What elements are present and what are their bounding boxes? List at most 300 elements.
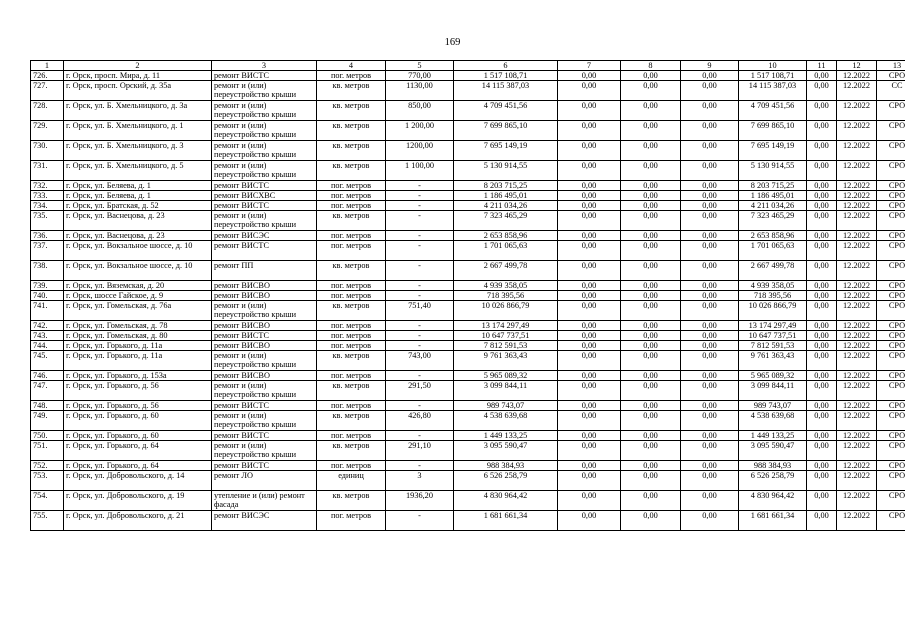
work-type-cell: ремонт и (или) переустройство крыши	[212, 381, 317, 401]
cost-col10-cell: 989 743,07	[739, 401, 807, 411]
total-cost-cell: 718 395,56	[454, 291, 558, 301]
address-cell: г. Орск, ул. Васнецова, д. 23	[64, 211, 212, 231]
address-cell: г. Орск, шоссе Гайское, д. 9	[64, 291, 212, 301]
cost-col7-cell: 0,00	[558, 71, 621, 81]
cost-col8-cell: 0,00	[621, 231, 681, 241]
cost-col10-cell: 10 026 866,79	[739, 301, 807, 321]
cost-col11-cell: 0,00	[807, 351, 837, 371]
row-number: 751.	[31, 441, 64, 461]
work-type-cell: ремонт ВИСВО	[212, 291, 317, 301]
total-cost-cell: 8 203 715,25	[454, 181, 558, 191]
total-cost-cell: 13 174 297,49	[454, 321, 558, 331]
unit-cell: пог. метров	[317, 191, 386, 201]
cost-col10-cell: 5 130 914,55	[739, 161, 807, 181]
col-header: 1	[31, 61, 64, 71]
funding-method-cell: СРО	[877, 241, 905, 261]
row-number: 729.	[31, 121, 64, 141]
row-number: 754.	[31, 491, 64, 511]
table-row	[31, 81, 905, 101]
cost-col10-cell: 10 647 737,51	[739, 331, 807, 341]
address-cell: г. Орск, просп. Орский, д. 35а	[64, 81, 212, 101]
cost-col11-cell: 0,00	[807, 231, 837, 241]
cost-col7-cell: 0,00	[558, 261, 621, 281]
cost-col7-cell: 0,00	[558, 121, 621, 141]
table-row	[31, 201, 905, 211]
cost-col9-cell: 0,00	[681, 231, 739, 241]
deadline-cell: 12.2022	[837, 351, 877, 371]
unit-cell: пог. метров	[317, 341, 386, 351]
work-type-cell: ремонт ВИСТС	[212, 401, 317, 411]
work-type-cell: ремонт ВИСТС	[212, 241, 317, 261]
address-cell: г. Орск, ул. Добровольского, д. 21	[64, 511, 212, 531]
cost-col8-cell: 0,00	[621, 431, 681, 441]
funding-method-cell: СРО	[877, 231, 905, 241]
quantity-cell: 770,00	[386, 71, 454, 81]
work-type-cell: ремонт и (или) переустройство крыши	[212, 81, 317, 101]
col-header: 6	[454, 61, 558, 71]
col-header: 4	[317, 61, 386, 71]
unit-cell: пог. метров	[317, 71, 386, 81]
cost-col9-cell: 0,00	[681, 511, 739, 531]
address-cell: г. Орск, ул. Горького, д. 11а	[64, 341, 212, 351]
table-row	[31, 301, 905, 321]
cost-col11-cell: 0,00	[807, 181, 837, 191]
cost-col7-cell: 0,00	[558, 511, 621, 531]
address-cell: г. Орск, ул. Горького, д. 11а	[64, 351, 212, 371]
page-number: 169	[444, 37, 461, 48]
cost-col10-cell: 3 099 844,11	[739, 381, 807, 401]
work-type-cell: ремонт и (или) переустройство крыши	[212, 121, 317, 141]
funding-method-cell: СРО	[877, 201, 905, 211]
cost-col7-cell: 0,00	[558, 461, 621, 471]
unit-cell: пог. метров	[317, 201, 386, 211]
cost-col10-cell: 7 699 865,10	[739, 121, 807, 141]
cost-col7-cell: 0,00	[558, 431, 621, 441]
quantity-cell: 1 100,00	[386, 161, 454, 181]
cost-col7-cell: 0,00	[558, 141, 621, 161]
total-cost-cell: 1 681 661,34	[454, 511, 558, 531]
unit-cell: кв. метров	[317, 491, 386, 511]
cost-col9-cell: 0,00	[681, 161, 739, 181]
work-type-cell: ремонт ВИСЭС	[212, 511, 317, 531]
work-type-cell: ремонт и (или) переустройство крыши	[212, 211, 317, 231]
unit-cell: пог. метров	[317, 401, 386, 411]
cost-col9-cell: 0,00	[681, 411, 739, 431]
funding-method-cell: СРО	[877, 261, 905, 281]
cost-col9-cell: 0,00	[681, 281, 739, 291]
cost-col11-cell: 0,00	[807, 401, 837, 411]
quantity-cell: 426,80	[386, 411, 454, 431]
cost-col8-cell: 0,00	[621, 181, 681, 191]
cost-col9-cell: 0,00	[681, 81, 739, 101]
deadline-cell: 12.2022	[837, 231, 877, 241]
cost-col9-cell: 0,00	[681, 371, 739, 381]
table-row	[31, 281, 905, 291]
col-header: 11	[807, 61, 837, 71]
funding-method-cell: СРО	[877, 341, 905, 351]
cost-col8-cell: 0,00	[621, 321, 681, 331]
table-row	[31, 491, 905, 511]
work-type-cell: ремонт ВИСТС	[212, 431, 317, 441]
unit-cell: кв. метров	[317, 211, 386, 231]
total-cost-cell: 9 761 363,43	[454, 351, 558, 371]
table-row	[31, 191, 905, 201]
cost-col7-cell: 0,00	[558, 491, 621, 511]
cost-col8-cell: 0,00	[621, 401, 681, 411]
funding-method-cell: СРО	[877, 331, 905, 341]
table-row	[31, 261, 905, 281]
cost-col9-cell: 0,00	[681, 291, 739, 301]
work-type-cell: ремонт ВИСВО	[212, 281, 317, 291]
cost-col11-cell: 0,00	[807, 161, 837, 181]
quantity-cell: -	[386, 401, 454, 411]
table-row	[31, 351, 905, 371]
cost-col7-cell: 0,00	[558, 351, 621, 371]
address-cell: г. Орск, ул. Горького, д. 56	[64, 381, 212, 401]
cost-col9-cell: 0,00	[681, 181, 739, 191]
address-cell: г. Орск, ул. Добровольского, д. 19	[64, 491, 212, 511]
unit-cell: пог. метров	[317, 461, 386, 471]
work-type-cell: ремонт и (или) переустройство крыши	[212, 101, 317, 121]
table-row	[31, 241, 905, 261]
cost-col9-cell: 0,00	[681, 211, 739, 231]
unit-cell: пог. метров	[317, 331, 386, 341]
cost-col9-cell: 0,00	[681, 191, 739, 201]
cost-col8-cell: 0,00	[621, 211, 681, 231]
cost-col9-cell: 0,00	[681, 461, 739, 471]
unit-cell: пог. метров	[317, 511, 386, 531]
deadline-cell: 12.2022	[837, 381, 877, 401]
funding-method-cell: СРО	[877, 291, 905, 301]
cost-col11-cell: 0,00	[807, 81, 837, 101]
row-number: 740.	[31, 291, 64, 301]
cost-col8-cell: 0,00	[621, 461, 681, 471]
funding-method-cell: СРО	[877, 211, 905, 231]
unit-cell: кв. метров	[317, 101, 386, 121]
cost-col8-cell: 0,00	[621, 341, 681, 351]
quantity-cell: -	[386, 211, 454, 231]
cost-col10-cell: 2 653 858,96	[739, 231, 807, 241]
cost-col9-cell: 0,00	[681, 351, 739, 371]
funding-method-cell: СРО	[877, 181, 905, 191]
total-cost-cell: 4 939 358,05	[454, 281, 558, 291]
work-type-cell: ремонт ВИСТС	[212, 181, 317, 191]
address-cell: г. Орск, ул. Горького, д. 60	[64, 431, 212, 441]
unit-cell: пог. метров	[317, 241, 386, 261]
work-type-cell: ремонт ВИСВО	[212, 371, 317, 381]
cost-col10-cell: 1 186 495,01	[739, 191, 807, 201]
unit-cell: кв. метров	[317, 81, 386, 101]
cost-col8-cell: 0,00	[621, 331, 681, 341]
deadline-cell: 12.2022	[837, 291, 877, 301]
cost-col11-cell: 0,00	[807, 471, 837, 491]
cost-col8-cell: 0,00	[621, 371, 681, 381]
row-number: 727.	[31, 81, 64, 101]
total-cost-cell: 989 743,07	[454, 401, 558, 411]
cost-col8-cell: 0,00	[621, 511, 681, 531]
deadline-cell: 12.2022	[837, 161, 877, 181]
total-cost-cell: 4 830 964,42	[454, 491, 558, 511]
work-type-cell: ремонт ЛО	[212, 471, 317, 491]
unit-cell: кв. метров	[317, 121, 386, 141]
work-type-cell: ремонт ВИСТС	[212, 331, 317, 341]
row-number: 735.	[31, 211, 64, 231]
unit-cell: пог. метров	[317, 291, 386, 301]
cost-col8-cell: 0,00	[621, 381, 681, 401]
cost-col9-cell: 0,00	[681, 71, 739, 81]
col-header: 9	[681, 61, 739, 71]
funding-method-cell: СРО	[877, 371, 905, 381]
cost-col10-cell: 13 174 297,49	[739, 321, 807, 331]
cost-col9-cell: 0,00	[681, 301, 739, 321]
cost-col7-cell: 0,00	[558, 331, 621, 341]
work-type-cell: ремонт ВИСВО	[212, 321, 317, 331]
row-number: 728.	[31, 101, 64, 121]
cost-col7-cell: 0,00	[558, 81, 621, 101]
table-row	[31, 231, 905, 241]
cost-col8-cell: 0,00	[621, 291, 681, 301]
address-cell: г. Орск, ул. Братская, д. 52	[64, 201, 212, 211]
cost-col9-cell: 0,00	[681, 441, 739, 461]
total-cost-cell: 5 130 914,55	[454, 161, 558, 181]
cost-col11-cell: 0,00	[807, 281, 837, 291]
deadline-cell: 12.2022	[837, 301, 877, 321]
cost-col8-cell: 0,00	[621, 141, 681, 161]
quantity-cell: -	[386, 231, 454, 241]
cost-col10-cell: 4 709 451,56	[739, 101, 807, 121]
row-number: 753.	[31, 471, 64, 491]
cost-col10-cell: 1 449 133,25	[739, 431, 807, 441]
quantity-cell: -	[386, 201, 454, 211]
deadline-cell: 12.2022	[837, 71, 877, 81]
table-row	[31, 211, 905, 231]
funding-method-cell: СРО	[877, 491, 905, 511]
quantity-cell: -	[386, 281, 454, 291]
cost-col7-cell: 0,00	[558, 301, 621, 321]
work-type-cell: ремонт ВИСТС	[212, 71, 317, 81]
cost-col7-cell: 0,00	[558, 201, 621, 211]
work-type-cell: ремонт и (или) переустройство крыши	[212, 411, 317, 431]
cost-col8-cell: 0,00	[621, 71, 681, 81]
address-cell: г. Орск, ул. Горького, д. 153а	[64, 371, 212, 381]
total-cost-cell: 1 449 133,25	[454, 431, 558, 441]
table-body	[31, 71, 905, 531]
cost-col11-cell: 0,00	[807, 261, 837, 281]
deadline-cell: 12.2022	[837, 371, 877, 381]
cost-col7-cell: 0,00	[558, 371, 621, 381]
row-number: 739.	[31, 281, 64, 291]
row-number: 726.	[31, 71, 64, 81]
address-cell: г. Орск, ул. Гомельская, д. 80	[64, 331, 212, 341]
table-row	[31, 321, 905, 331]
cost-col8-cell: 0,00	[621, 351, 681, 371]
quantity-cell: -	[386, 461, 454, 471]
table-row	[31, 291, 905, 301]
cost-col8-cell: 0,00	[621, 191, 681, 201]
total-cost-cell: 988 384,93	[454, 461, 558, 471]
cost-col9-cell: 0,00	[681, 241, 739, 261]
row-number: 732.	[31, 181, 64, 191]
quantity-cell: -	[386, 181, 454, 191]
col-header: 7	[558, 61, 621, 71]
cost-col8-cell: 0,00	[621, 471, 681, 491]
cost-col10-cell: 4 830 964,42	[739, 491, 807, 511]
funding-method-cell: СРО	[877, 461, 905, 471]
total-cost-cell: 2 653 858,96	[454, 231, 558, 241]
funding-method-cell: СРО	[877, 411, 905, 431]
unit-cell: кв. метров	[317, 261, 386, 281]
cost-col8-cell: 0,00	[621, 281, 681, 291]
cost-col11-cell: 0,00	[807, 141, 837, 161]
cost-col10-cell: 7 323 465,29	[739, 211, 807, 231]
funding-method-cell: СРО	[877, 351, 905, 371]
funding-method-cell: СРО	[877, 141, 905, 161]
cost-col10-cell: 1 681 661,34	[739, 511, 807, 531]
cost-col7-cell: 0,00	[558, 291, 621, 301]
total-cost-cell: 10 026 866,79	[454, 301, 558, 321]
quantity-cell: -	[386, 241, 454, 261]
deadline-cell: 12.2022	[837, 511, 877, 531]
cost-col10-cell: 1 517 108,71	[739, 71, 807, 81]
deadline-cell: 12.2022	[837, 211, 877, 231]
address-cell: г. Орск, ул. Беляева, д. 1	[64, 181, 212, 191]
cost-col10-cell: 7 695 149,19	[739, 141, 807, 161]
cost-col10-cell: 7 812 591,53	[739, 341, 807, 351]
unit-cell: пог. метров	[317, 371, 386, 381]
cost-col9-cell: 0,00	[681, 381, 739, 401]
funding-method-cell: СРО	[877, 321, 905, 331]
work-type-cell: ремонт и (или) переустройство крыши	[212, 441, 317, 461]
deadline-cell: 12.2022	[837, 101, 877, 121]
table-row	[31, 141, 905, 161]
cost-col8-cell: 0,00	[621, 301, 681, 321]
cost-col8-cell: 0,00	[621, 491, 681, 511]
deadline-cell: 12.2022	[837, 341, 877, 351]
cost-col7-cell: 0,00	[558, 241, 621, 261]
cost-col9-cell: 0,00	[681, 141, 739, 161]
work-type-cell: ремонт и (или) переустройство крыши	[212, 351, 317, 371]
table-row	[31, 461, 905, 471]
table-row	[31, 101, 905, 121]
table-row	[31, 181, 905, 191]
total-cost-cell: 4 211 034,26	[454, 201, 558, 211]
total-cost-cell: 7 812 591,53	[454, 341, 558, 351]
table-row	[31, 511, 905, 531]
address-cell: г. Орск, ул. Горького, д. 64	[64, 441, 212, 461]
work-type-cell: ремонт и (или) переустройство крыши	[212, 161, 317, 181]
deadline-cell: 12.2022	[837, 461, 877, 471]
quantity-cell: 1936,20	[386, 491, 454, 511]
cost-col11-cell: 0,00	[807, 411, 837, 431]
address-cell: г. Орск, ул. Беляева, д. 1	[64, 191, 212, 201]
cost-col10-cell: 4 211 034,26	[739, 201, 807, 211]
cost-col8-cell: 0,00	[621, 101, 681, 121]
funding-method-cell: СРО	[877, 71, 905, 81]
address-cell: г. Орск, просп. Мира, д. 11	[64, 71, 212, 81]
cost-col7-cell: 0,00	[558, 101, 621, 121]
quantity-cell: 1130,00	[386, 81, 454, 101]
cost-col9-cell: 0,00	[681, 321, 739, 331]
funding-method-cell: СРО	[877, 401, 905, 411]
cost-col7-cell: 0,00	[558, 281, 621, 291]
cost-col9-cell: 0,00	[681, 121, 739, 141]
quantity-cell: 751,40	[386, 301, 454, 321]
funding-method-cell: СРО	[877, 101, 905, 121]
address-cell: г. Орск, ул. Гомельская, д. 76а	[64, 301, 212, 321]
cost-col7-cell: 0,00	[558, 441, 621, 461]
table-row	[31, 401, 905, 411]
funding-method-cell: СРО	[877, 381, 905, 401]
deadline-cell: 12.2022	[837, 201, 877, 211]
address-cell: г. Орск, ул. Горького, д. 64	[64, 461, 212, 471]
cost-col7-cell: 0,00	[558, 231, 621, 241]
cost-col8-cell: 0,00	[621, 411, 681, 431]
table-row	[31, 121, 905, 141]
cost-col9-cell: 0,00	[681, 331, 739, 341]
cost-col11-cell: 0,00	[807, 371, 837, 381]
cost-col10-cell: 1 701 065,63	[739, 241, 807, 261]
deadline-cell: 12.2022	[837, 281, 877, 291]
unit-cell: кв. метров	[317, 411, 386, 431]
work-type-cell: ремонт ВИСХВС	[212, 191, 317, 201]
cost-col11-cell: 0,00	[807, 491, 837, 511]
total-cost-cell: 7 699 865,10	[454, 121, 558, 141]
funding-method-cell: СРО	[877, 301, 905, 321]
col-header: 13	[877, 61, 905, 71]
deadline-cell: 12.2022	[837, 261, 877, 281]
table-row	[31, 371, 905, 381]
cost-col11-cell: 0,00	[807, 291, 837, 301]
deadline-cell: 12.2022	[837, 491, 877, 511]
quantity-cell: -	[386, 431, 454, 441]
col-header: 8	[621, 61, 681, 71]
row-number: 738.	[31, 261, 64, 281]
unit-cell: пог. метров	[317, 181, 386, 191]
cost-col11-cell: 0,00	[807, 441, 837, 461]
cost-col10-cell: 6 526 258,79	[739, 471, 807, 491]
row-number: 744.	[31, 341, 64, 351]
address-cell: г. Орск, ул. Добровольского, д. 14	[64, 471, 212, 491]
deadline-cell: 12.2022	[837, 121, 877, 141]
total-cost-cell: 7 695 149,19	[454, 141, 558, 161]
funding-method-cell: СС	[877, 81, 905, 101]
total-cost-cell: 4 709 451,56	[454, 101, 558, 121]
column-number-row	[31, 61, 905, 71]
quantity-cell: -	[386, 511, 454, 531]
quantity-cell: -	[386, 321, 454, 331]
cost-col11-cell: 0,00	[807, 301, 837, 321]
unit-cell: пог. метров	[317, 321, 386, 331]
unit-cell: пог. метров	[317, 281, 386, 291]
cost-col9-cell: 0,00	[681, 431, 739, 441]
cost-col9-cell: 0,00	[681, 341, 739, 351]
row-number: 745.	[31, 351, 64, 371]
cost-col11-cell: 0,00	[807, 201, 837, 211]
quantity-cell: -	[386, 261, 454, 281]
total-cost-cell: 2 667 499,78	[454, 261, 558, 281]
address-cell: г. Орск, ул. Б. Хмельницкого, д. 5	[64, 161, 212, 181]
cost-col9-cell: 0,00	[681, 471, 739, 491]
address-cell: г. Орск, ул. Вяземская, д. 20	[64, 281, 212, 291]
cost-col11-cell: 0,00	[807, 381, 837, 401]
quantity-cell: 3	[386, 471, 454, 491]
row-number: 741.	[31, 301, 64, 321]
table-row	[31, 431, 905, 441]
work-type-cell: ремонт ВИСТС	[212, 201, 317, 211]
row-number: 730.	[31, 141, 64, 161]
total-cost-cell: 1 701 065,63	[454, 241, 558, 261]
deadline-cell: 12.2022	[837, 241, 877, 261]
